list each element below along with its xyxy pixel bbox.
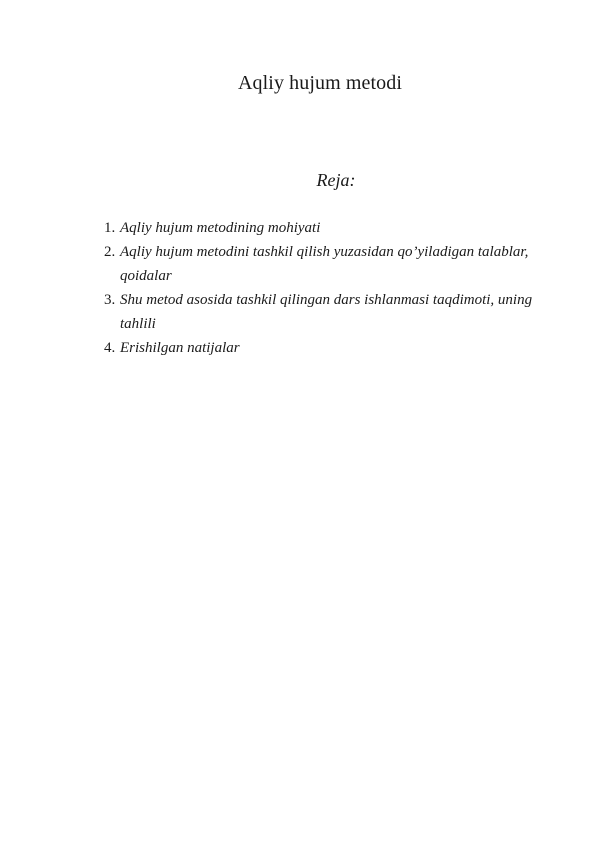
plan-item-text: Erishilgan natijalar xyxy=(120,340,240,356)
plan-item-text: Shu metod asosida tashkil qilingan dars ishlanmasi taqdimoti, uning tahlili xyxy=(120,292,533,332)
plan-item-text: Aqliy hujum metodini tashkil qilish yuzasidan qo’yiladigan talablar, qoidalar xyxy=(120,244,529,284)
plan-item-number: 4. xyxy=(104,340,116,356)
plan-item xyxy=(104,336,534,360)
plan-heading: Reja: xyxy=(316,170,356,190)
plan-item-text: Aqliy hujum metodining mohiyati xyxy=(120,220,321,236)
plan-item-number: 1. xyxy=(104,220,116,236)
plan-item xyxy=(104,288,534,336)
document-title: Aqliy hujum metodi xyxy=(237,72,403,94)
plan-item-number: 3. xyxy=(104,292,116,308)
plan-item xyxy=(104,216,534,240)
plan-item-number: 2. xyxy=(104,244,116,260)
plan-list xyxy=(104,216,534,360)
plan-item xyxy=(104,240,534,288)
